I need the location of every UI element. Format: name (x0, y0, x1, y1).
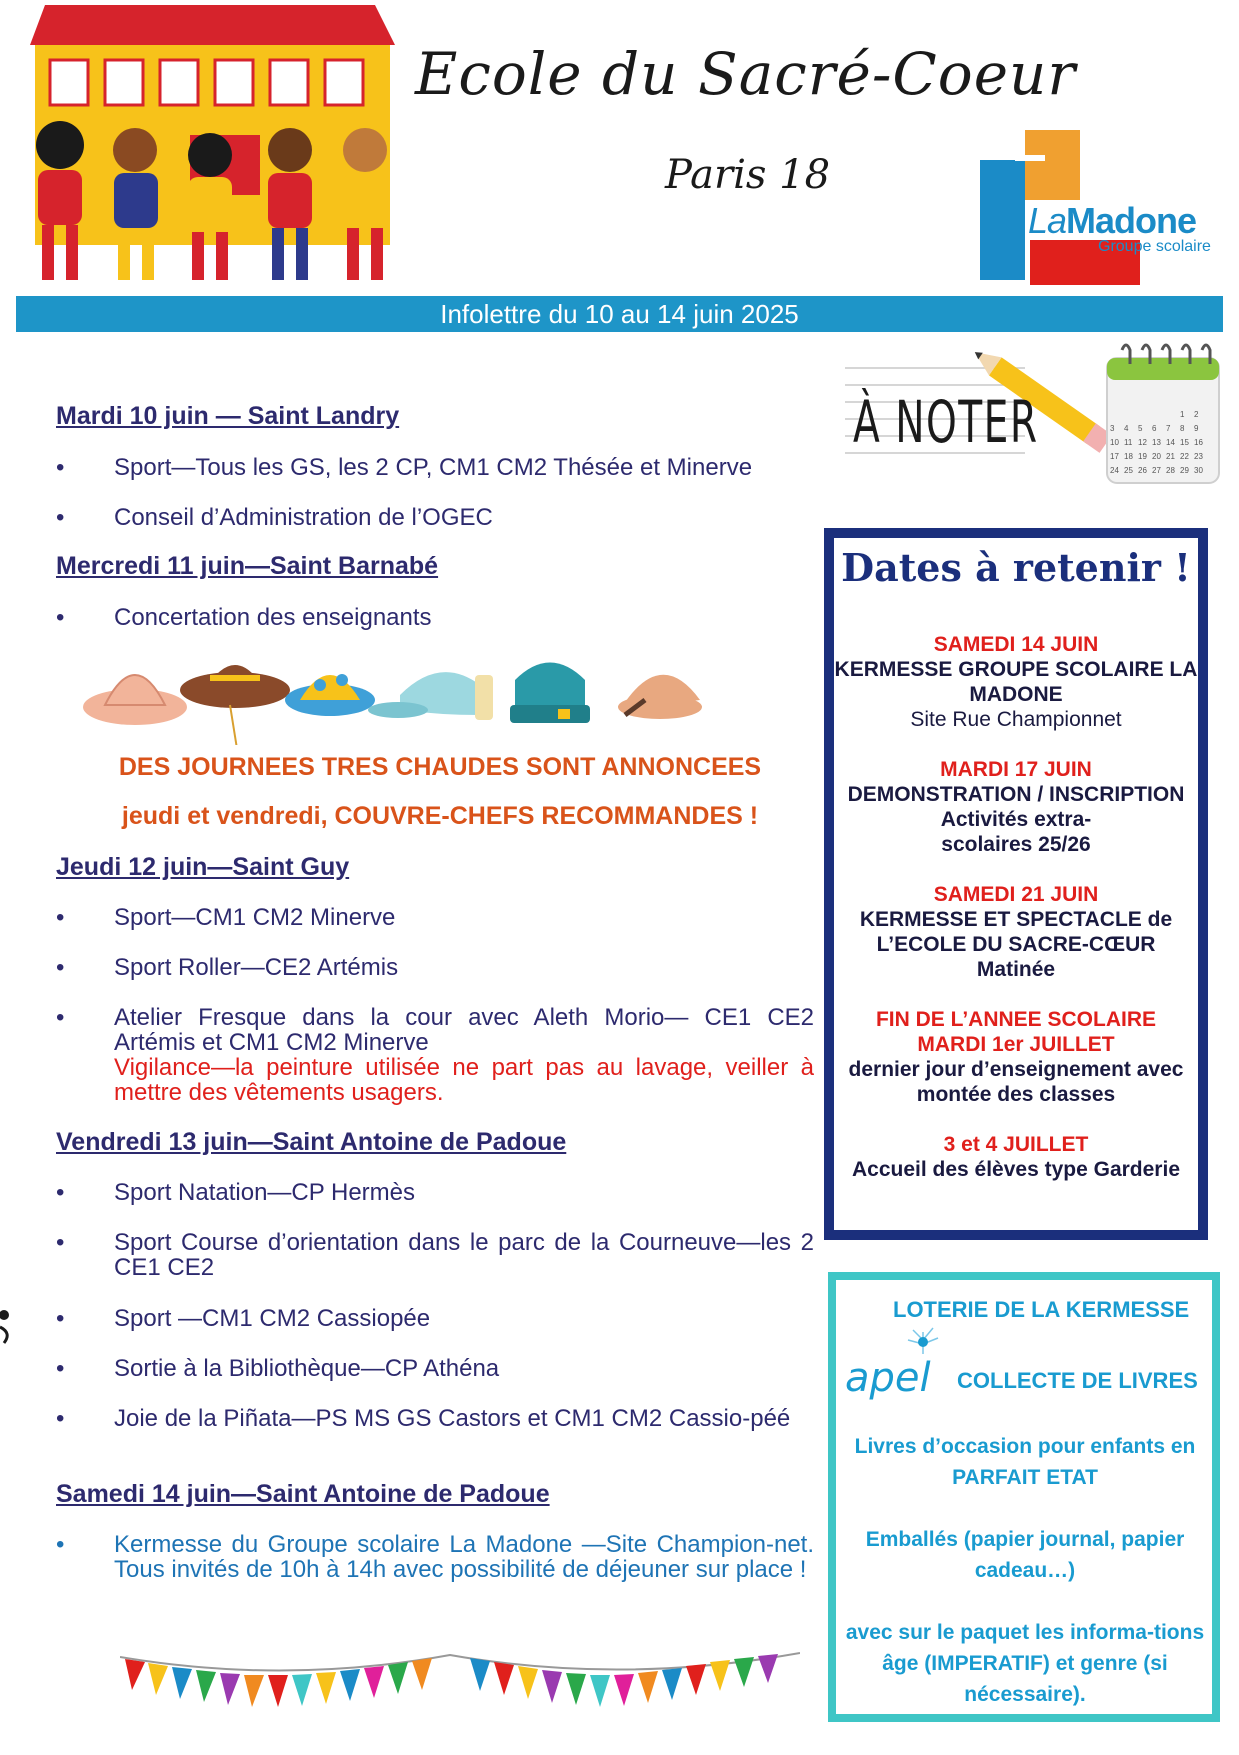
books-wrapping: Emballés (papier journal, papier cadeau…) (865, 1528, 1185, 1582)
list-item: • Sport—Tous les GS, les 2 CP, CM1 CM2 Thésée et Minerve (56, 454, 753, 481)
list-item: • Sport Roller—CE2 Artémis (56, 954, 399, 981)
date-entry-kermesse-sacre-coeur: SAMEDI 21 JUIN KERMESSE ET SPECTACLE de L’ECOLE DU SACRE-CŒUR Matinée (859, 883, 1173, 981)
day-heading-tuesday: Mardi 10 juin — Saint Landry (56, 402, 400, 430)
school-title: Ecole du Sacré-Coeur (415, 40, 1077, 108)
day-heading-saturday: Samedi 14 juin—Saint Antoine de Padoue (56, 1480, 550, 1508)
books-labeling: avec sur le paquet les informa-tions âge (IMPERATIF) et genre (si nécessaire). (845, 1621, 1205, 1706)
list-item: • Joie de la Piñata—PS MS GS Castors et CM1 CM2 Cassio-péé (56, 1405, 791, 1432)
apel-logo-text: apel (845, 1355, 931, 1401)
bunting-decoration (120, 1645, 800, 1715)
date-entry-kermesse-madone: SAMEDI 14 JUIN KERMESSE GROUPE SCOLAIRE LA MADONE Site Rue Championnet (834, 633, 1198, 731)
date-entry-demonstration: MARDI 17 JUIN DEMONSTRATION / INSCRIPTION Activités extra-scolaires 25/26 (847, 758, 1185, 856)
list-item: • Sport—CM1 CM2 Minerve (56, 904, 396, 931)
day-heading-friday: Vendredi 13 juin—Saint Antoine de Padoue (56, 1128, 567, 1156)
school-location: Paris 18 (665, 152, 831, 198)
dates-box-title: Dates à retenir ! (841, 545, 1191, 590)
la-madone-tagline: Groupe scolaire (1098, 238, 1211, 255)
loterie-subtitle: COLLECTE DE LIVRES (957, 1368, 1198, 1393)
date-entry-end-of-year: FIN DE L’ANNEE SCOLAIRE MARDI 1er JUILLET dernier jour d’enseignement avec montée des classes (848, 1008, 1184, 1106)
list-item: • Sport —CM1 CM2 Cassiopée (56, 1305, 431, 1332)
list-item: • Conseil d’Administration de l’OGEC (56, 504, 493, 531)
hats-illustration (80, 645, 710, 745)
date-entry-garderie: 3 et 4 JUILLET Accueil des élèves type Garderie (851, 1133, 1180, 1181)
la-madone-name: LaMadone (1028, 200, 1197, 241)
heat-alert-line2: jeudi et vendredi, COUVRE-CHEFS RECOMMANDES ! (121, 802, 759, 830)
paint-warning: Vigilance—la peinture utilisée ne part pas au lavage, veiller à mettre des vêtements usagers. (114, 1054, 814, 1106)
decorative-mark (0, 1305, 14, 1345)
calendar-grid: 1 2 3 4 5 6 7 8 9 10 11 12 13 14 15 16 17 18 19 20 21 22 23 24 25 26 27 28 29 30 (1110, 410, 1203, 475)
a-noter-heading: À NOTER (853, 388, 1039, 456)
list-item: • Sport Course d’orientation dans le parc de la Courneuve—les 2 CE1 CE2 (56, 1229, 814, 1281)
books-condition: Livres d’occasion pour enfants en PARFAIT ETAT (854, 1435, 1196, 1489)
heat-alert-line1: DES JOURNEES TRES CHAUDES SONT ANNONCEES (118, 753, 762, 781)
newsletter-banner: Infolettre du 10 au 14 juin 2025 (16, 296, 1223, 332)
loterie-title: LOTERIE DE LA KERMESSE (893, 1297, 1190, 1322)
list-item: • Sport Natation—CP Hermès (56, 1179, 416, 1206)
list-item: • Kermesse du Groupe scolaire La Madone —Site Champion-net. Tous invités de 10h à 14h avec possibilité de déjeuner sur place ! (56, 1531, 814, 1583)
day-heading-thursday: Jeudi 12 juin—Saint Guy (56, 853, 350, 881)
list-item: • Sortie à la Bibliothèque—CP Athéna (56, 1355, 500, 1382)
list-item: • Atelier Fresque dans la cour avec Aleth Morio— CE1 CE2 Artémis et CM1 CM2 Minerve Vigilance—la peinture utilisée ne part pas au lavage, veiller à mettre des vêtements usagers. (56, 1004, 814, 1106)
list-item: • Concertation des enseignants (56, 604, 432, 631)
school-children-illustration (10, 5, 440, 300)
day-heading-wednesday: Mercredi 11 juin—Saint Barnabé (56, 552, 439, 580)
